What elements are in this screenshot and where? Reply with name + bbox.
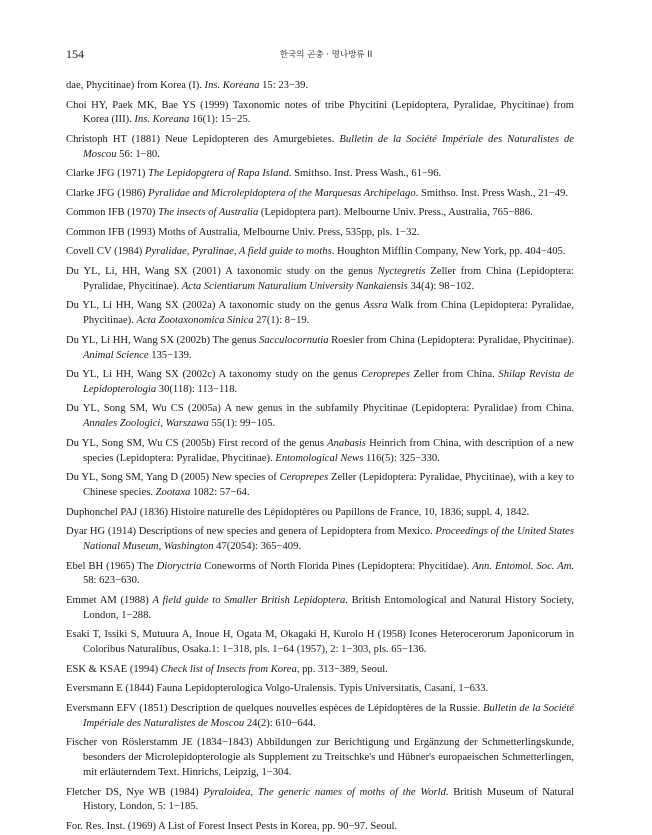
reference-entry: Covell CV (1984) Pyralidae, Pyralinae, A field guide to moths. Houghton Mifflin Company, New York, pp. 404−405. <box>66 246 566 258</box>
reference-entry: Common IFB (1993) Moths of Australia, Melbourne Univ. Press, 535pp, pls. 1−32. <box>66 226 420 238</box>
running-header: 한국의 곤충 · 명나방류 II <box>279 50 373 60</box>
reference-entry: dae, Phycitinae) from Korea (I). Ins. Koreana 15: 23−39. <box>66 80 309 91</box>
reference-entry: Du YL, Song SM, Yang D (2005) New species of Ceroprepes Zeller (Lepidoptera: Pyralidae, Phycitinae), with a key to Chinese species. Zootaxa 1082: 57−64. <box>66 472 575 499</box>
reference-entry: Christoph HT (1881) Neue Lepidopteren des Amurgebietes. Bulletin de la Société Impériale des Naturalistes de Moscou 56: 1−80. <box>66 133 575 160</box>
reference-entry: Du YL, Li HH, Wang SX (2002b) The genus Sacculocornutia Roesler from China (Lepidoptera: Pyralidae, Phycitinae). Animal Science 135−139. <box>66 334 574 361</box>
reference-entry: Du YL, Li, HH, Wang SX (2001) A taxonomic study on the genus Nyctegretis Zeller from China (Lepidoptera: Pyralidae, Phycitinae). Acta Scientiarum Naturalium University Nankaiensis 34(4): 98−102. <box>66 265 575 292</box>
reference-entry: Common IFB (1970) The insects of Australia (Lepidoptera part). Melbourne Univ. Press., Australia, 765−886. <box>66 207 533 219</box>
reference-entry: Du YL, Song SM, Wu CS (2005a) A new genus in the subfamily Phycitinae (Lepidoptera: Pyralidae) from China. Annales Zoologici, Warszawa 55(1): 99−105. <box>66 403 574 430</box>
reference-entry: Eversmann E (1844) Fauna Lepidopterologica Volgo-Uralensis. Typis Universitatis, Casani, 1−633. <box>66 683 489 695</box>
reference-entry: Du YL, Song SM, Wu CS (2005b) First record of the genus Anabasis Heinrich from China, with description of a new species (Lepidoptera: Pyralidae, Phycitinae). Entomological News 116(5): 325−330. <box>66 437 574 464</box>
reference-entry: Eversmann EFV (1851) Description de quelques nouvelles espèces de Lépidoptères de la Russie. Bulletin de la Société Impériale des Naturalistes de Moscou 24(2): 610−644. <box>66 702 575 729</box>
reference-entry: Ebel BH (1965) The Dioryctria Coneworms of North Florida Pines (Lepidoptera: Phycitidae). Ann. Entomol. Soc. Am. 58: 623−630. <box>66 560 575 587</box>
reference-entry: Clarke JFG (1971) The Lepidopgtera of Rapa Island. Smithso. Inst. Press Wash., 61−96. <box>66 168 442 180</box>
reference-entry: Clarke JFG (1986) Pyralidae and Microlepidoptera of the Marquesas Archipelago. Smithso. Inst. Press Wash., 21−49. <box>66 187 569 199</box>
reference-list <box>66 79 574 835</box>
reference-entry: Dyar HG (1914) Descriptions of new species and genera of Lepidoptera from Mexico. Proceedings of the United States National Museum, Washington 47(2054): 365−409. <box>66 526 574 553</box>
reference-entry: Esaki T, Issiki S, Mutuura A, Inoue H, Ogata M, Okagaki H, Kurolo H (1958) Icones Heterocerorum Japonicorum in Coloribus Naturalibus, Osaka.1: 1−318, pls. 1−64 (1957), 2: 1−303, pls. 65−136. <box>66 629 574 656</box>
reference-entry: Duphonchel PAJ (1836) Histoire naturelle des Lépidoptères ou Papillons de France, 10, 1836; suppl. 4, 1842. <box>66 506 530 518</box>
reference-entry: Fischer von Röslerstamm JE (1834−1843) Abbildungen zur Berichtigung und Ergänzung der Schmetterlingskunde, besonders der Microlepidopterologie als Supplement zu Treitschke's und Hübner's europaeischen Schmetterlingen, mit erläuterndem Text. Hinrichs, Leipzig, 1−304. <box>66 737 574 778</box>
reference-entry: Fletcher DS, Nye WB (1984) Pyraloidea, The generic names of moths of the World. British Museum of Natural History, London, 5: 1−185. <box>66 786 574 813</box>
reference-entry: Du YL, Li HH, Wang SX (2002a) A taxonomic study on the genus Assra Walk from China (Lepidoptera: Pyralidae, Phycitinae). Acta Zootaxonomica Sinica 27(1): 8−19. <box>66 300 574 327</box>
reference-entry: Choi HY, Paek MK, Bae YS (1999) Taxonomic notes of tribe Phycitini (Lepidoptera, Pyralidae, Phycitinae) from Korea (III). Ins. Koreana 16(1): 15−25. <box>66 99 574 126</box>
reference-entry: Du YL, Li HH, Wang SX (2002c) A taxonomy study on the genus Ceroprepes Zeller from China. Shilap Revista de Lepidopterologia 30(118): 113−118. <box>66 369 575 395</box>
reference-entry: For. Res. Inst. (1969) A List of Forest Insect Pests in Korea, pp. 90−97. Seoul. <box>66 820 398 832</box>
page-number: 154 <box>66 47 84 61</box>
reference-entry: Emmet AM (1988) A field guide to Smaller British Lepidoptera. British Entomological and Natural History Society, London, 1−288. <box>66 594 574 621</box>
reference-entry: ESK & KSAE (1994) Check list of Insects from Korea, pp. 313−389, Seoul. <box>66 663 388 675</box>
